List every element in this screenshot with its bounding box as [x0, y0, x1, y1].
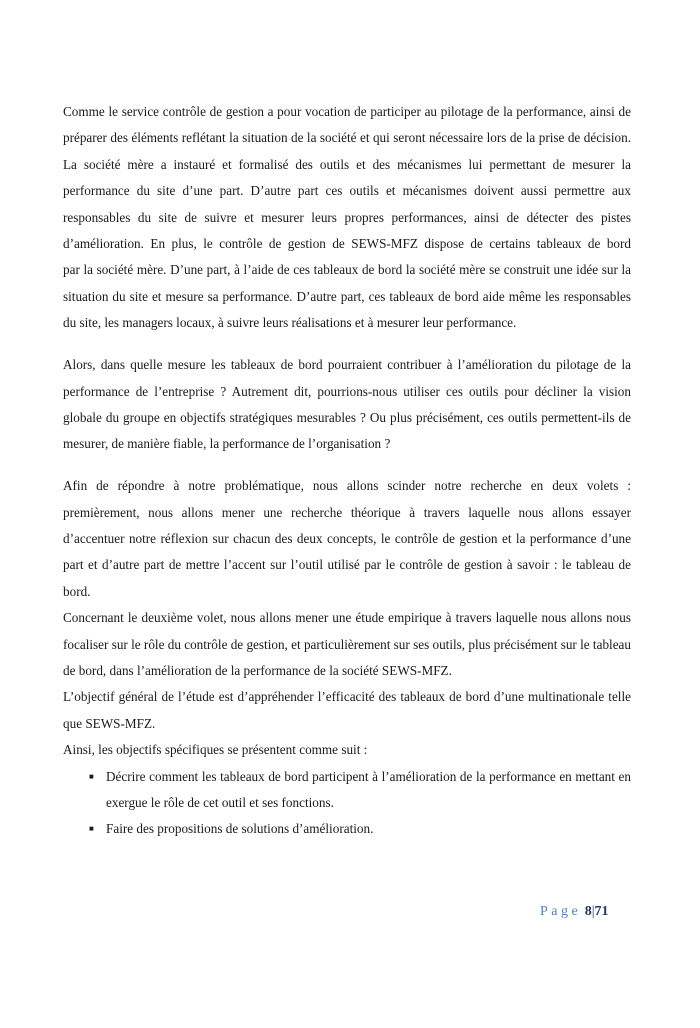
page-label: Page [540, 904, 582, 919]
text-line: La société mère a instauré et formalisé des outils et des mécanismes lui permettant de mesurer la [63, 156, 631, 172]
text-line: L’objectif général de l’étude est d’appréhender l’efficacité des tableaux de bord d’une multinationale telle [63, 689, 631, 705]
text-line: mesurer, de manière fiable, la performance de l’organisation ? [63, 436, 391, 452]
text-line: premièrement, nous allons mener une recherche théorique à travers laquelle nous allons essayer [63, 504, 631, 520]
text-line: de bord, dans l’amélioration de la performance de la société SEWS-MFZ. [63, 663, 452, 678]
paragraph [63, 684, 631, 737]
paragraph [63, 352, 631, 458]
text-line: part et d’autre part de mettre l’accent sur l’outil utilisé par le contrôle de gestion à savoir : le tableau de [63, 557, 631, 573]
text-line: Faire des propositions de solutions d’amélioration. [106, 821, 374, 837]
text-line: Afin de répondre à notre problématique, nous allons scinder notre recherche en deux volets : [63, 478, 631, 494]
text-line: bord. [63, 583, 91, 599]
square-bullet-icon: ■ [89, 771, 94, 781]
page-separator: | [591, 904, 595, 919]
list-item [63, 816, 631, 842]
text-line: Ainsi, les objectifs spécifiques se présentent comme suit : [63, 742, 368, 758]
text-line: Concernant le deuxième volet, nous allons mener une étude empirique à travers laquelle nous allons nous [63, 610, 631, 626]
text-line: d’amélioration. En plus, le contrôle de gestion de SEWS-MFZ dispose de certains tableaux de bord [63, 235, 631, 251]
text-line: exergue le rôle de cet outil et ses fonctions. [106, 794, 334, 810]
text-line: Alors, dans quelle mesure les tableaux de bord pourraient contribuer à l’amélioration du pilotage de la [63, 357, 631, 373]
text-line: globale du groupe en objectifs stratégiques mesurables ? Ou plus précisément, ces outils permettent-ils de [63, 409, 631, 425]
text-line: responsables du site de suivre et mesurer leurs propres performances, ainsi de détecter des pistes [63, 209, 631, 225]
page-footer [540, 904, 609, 920]
paragraph [63, 605, 631, 684]
text-line: focaliser sur le rôle du contrôle de gestion, et particulièrement sur ses outils, plus précisément sur le tableau [63, 636, 631, 652]
text-line: d’accentuer notre réflexion sur chacun des deux concepts, le contrôle de gestion et la performance d’une [63, 531, 631, 547]
text-line: Comme le service contrôle de gestion a pour vocation de participer au pilotage de la performance, ainsi de [63, 104, 631, 119]
page-number: 8 [584, 904, 592, 919]
document-body [63, 99, 631, 843]
paragraph [63, 99, 631, 337]
list-item [63, 764, 631, 817]
text-line: que SEWS-MFZ. [63, 715, 156, 731]
paragraph [63, 473, 631, 605]
text-line: préparer des éléments reflétant la situation de la société et qui seront nécessaire lors de la prise de décision. [63, 130, 631, 146]
objectives-list [63, 764, 631, 843]
paragraph [63, 737, 631, 763]
text-line: par la société mère. D’une part, à l’aide de ces tableaux de bord la société mère se construit une idée sur la [63, 262, 631, 278]
text-line: performance du site d’une part. D’autre part ces outils et mécanismes doivent aussi permettre aux [63, 183, 631, 199]
text-line: Décrire comment les tableaux de bord participent à l’amélioration de la performance en mettant en [106, 768, 631, 784]
text-line: du site, les managers locaux, à suivre leurs réalisations et à mesurer leur performance. [63, 315, 517, 331]
total-pages: 71 [594, 904, 609, 919]
text-line: situation du site et mesure sa performance. D’autre part, ces tableaux de bord aide même les responsables [63, 288, 631, 304]
square-bullet-icon: ■ [89, 824, 94, 834]
text-line: performance de l’entreprise ? Autrement dit, pourrions-nous utiliser ces outils pour décliner la vision [63, 383, 631, 399]
